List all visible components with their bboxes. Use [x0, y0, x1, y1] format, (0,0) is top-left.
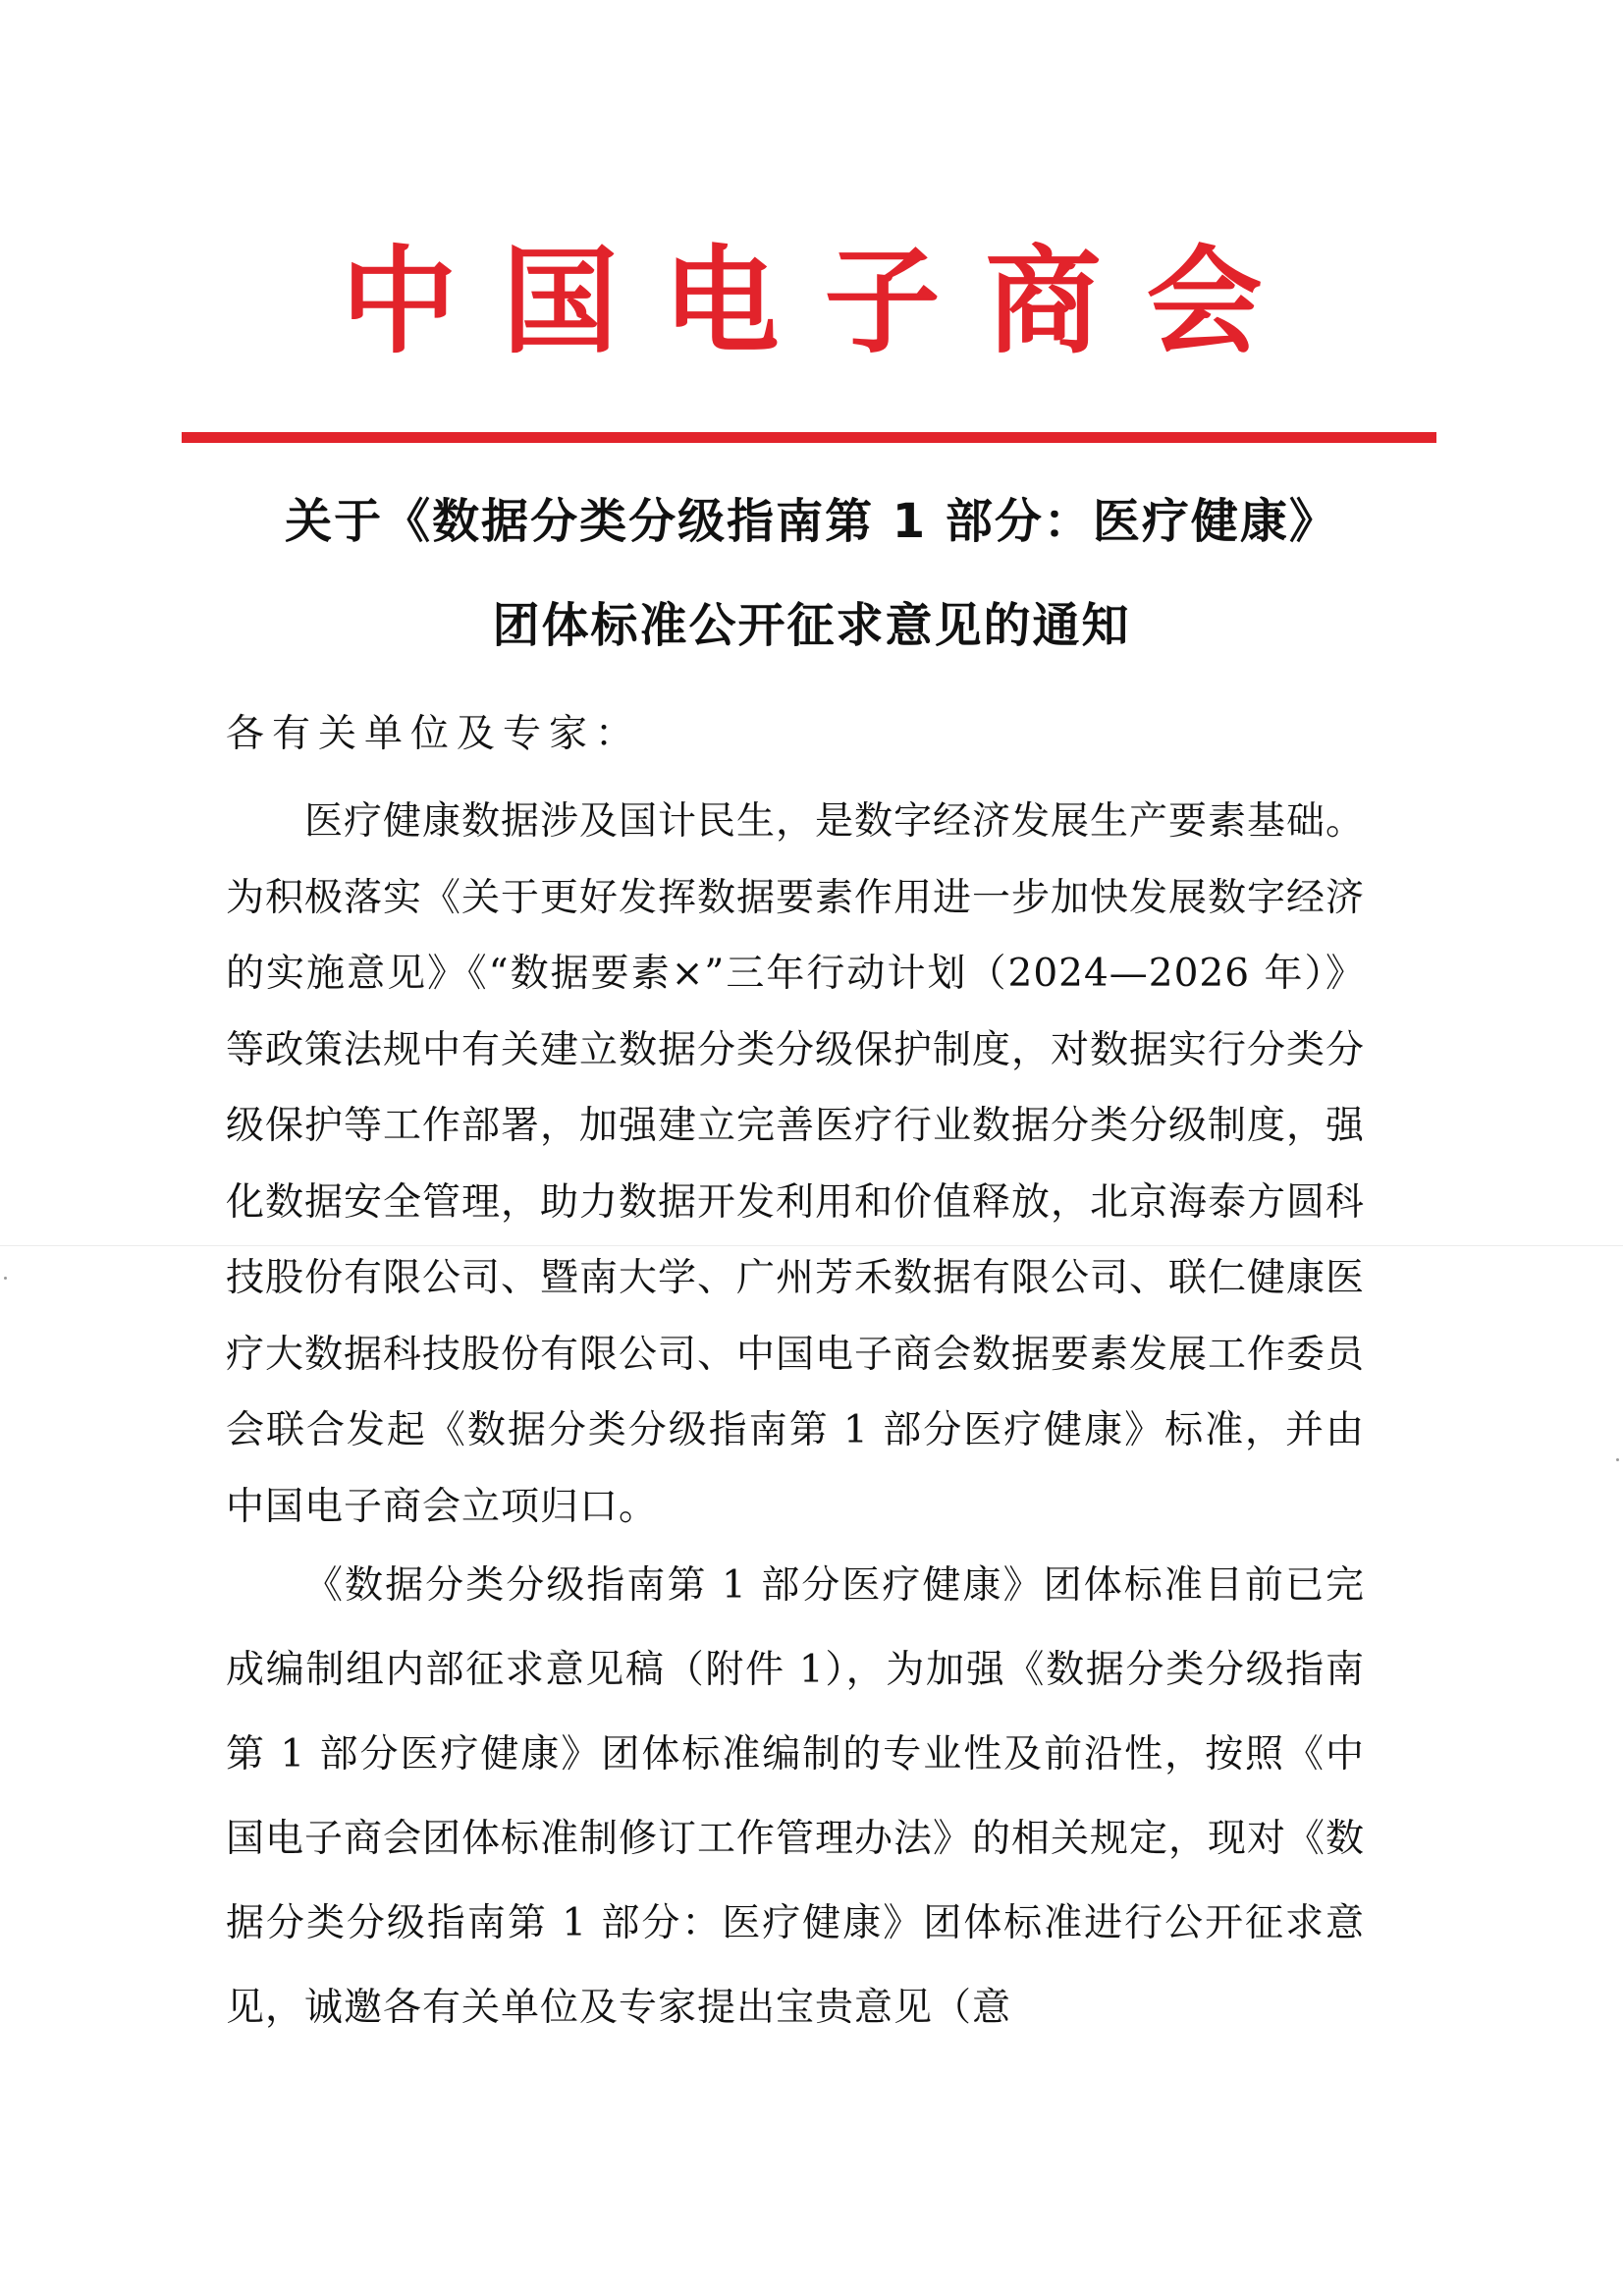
body-paragraph-1: 医疗健康数据涉及国计民生，是数字经济发展生产要素基础。为积极落实《关于更好发挥数据要素作用进一步加快发展数字经济的实施意见》《“数据要素×”三年行动计划（2024—2026 年）》等政策法规中有关建立数据分类分级保护制度，对数据实行分类分级保护等工作部署，加强建立完善医疗行业数据分类分级制度，强化数据安全管理，助力数据开发利用和价值释放，北京海泰方圆科技股份有限公司、暨南大学、广州芳禾数据有限公司、联仁健康医疗大数据科技股份有限公司、中国电子商会数据要素发展工作委员会联合发起《数据分类分级指南第 1 部分医疗健康》标准，并由中国电子商会立项归口。 [226, 799, 1366, 1529]
organization-letterhead: 中国电子商会 [341, 233, 1308, 369]
scan-dot [4, 1277, 7, 1280]
document-title-line-2: 团体标准公开征求意见的通知 [492, 598, 1131, 653]
document-title-line-1: 关于《数据分类分级指南第 1 部分：医疗健康》 [285, 494, 1338, 549]
letterhead-red-rule [182, 432, 1436, 443]
scan-dot [1616, 1458, 1619, 1461]
body-paragraph-2: 《数据分类分级指南第 1 部分医疗健康》团体标准目前已完成编制组内部征求意见稿（附件 1），为加强《数据分类分级指南第 1 部分医疗健康》团体标准编制的专业性及前沿性，按照《中国电子商会团体标准制修订工作管理办法》的相关规定，现对《数据分类分级指南第 1 部分：医疗健康》团体标准进行公开征求意见，诚邀各有关单位及专家提出宝贵意见（意 [226, 1563, 1366, 2030]
salutation: 各有关单位及专家： [226, 712, 642, 756]
